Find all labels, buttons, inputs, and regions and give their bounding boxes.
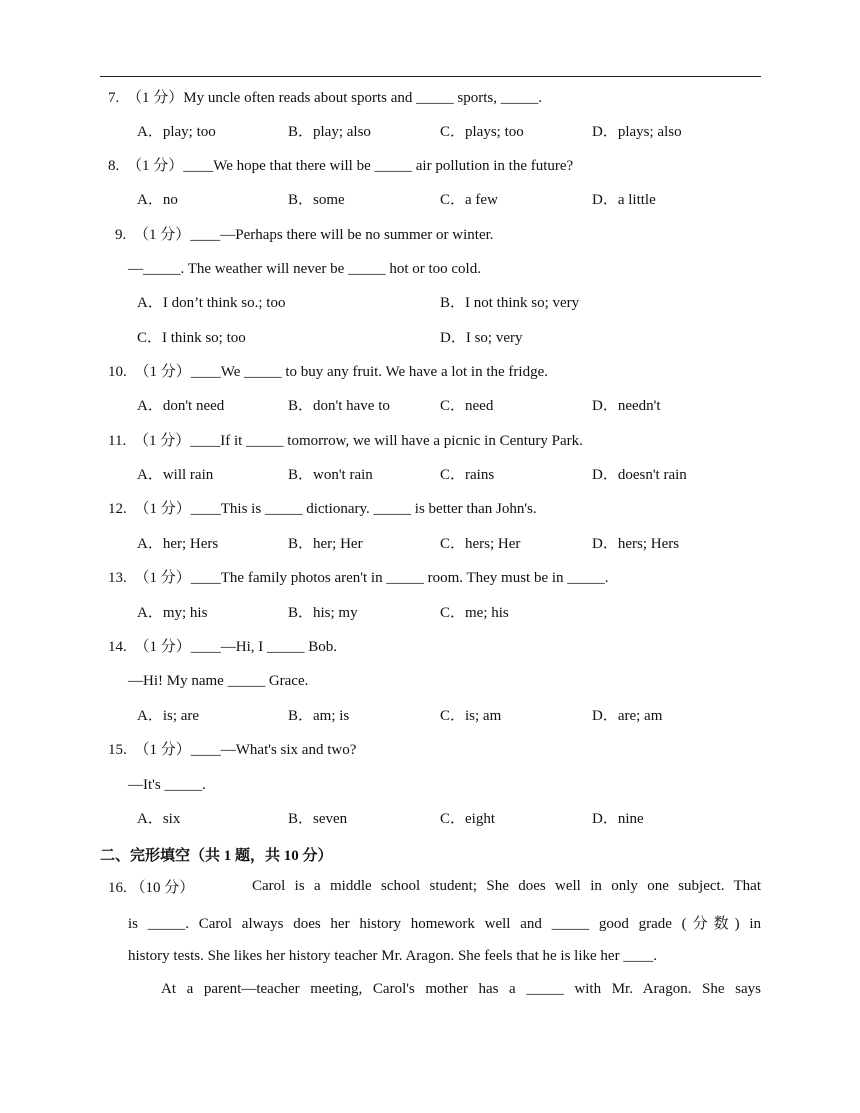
question-number: 13. [108,570,127,586]
option-a: A．is; are [137,708,200,724]
option-b: B．his; my [288,605,358,621]
question-score: （1 分） [134,227,191,243]
question-number: 15. [108,742,127,758]
option-c: C．is; am [440,708,502,724]
question-number: 10. [108,364,127,380]
option-a: A．her; Hers [137,536,219,552]
option-d: D．I so; very [440,330,523,346]
question-score: （1 分） [134,639,191,655]
header-rule [100,76,761,77]
option-d: D．hers; Hers [592,536,680,552]
option-c: C．hers; Her [440,536,521,552]
question-7-stem [108,88,542,108]
question-15-stem-line2: —It's _____. [128,777,206,793]
option-c: C．plays; too [440,124,524,140]
option-a: A．play; too [137,124,216,140]
question-text: ____We _____ to buy any fruit. We have a lot in the fridge. [190,364,548,380]
option-a: A．my; his [137,605,208,621]
option-b: B．don't have to [288,398,390,414]
question-score: （1 分） [127,90,184,106]
option-b: B．am; is [288,708,350,724]
question-8-stem [108,156,573,176]
question-score: （1 分） [127,158,184,174]
question-score: （1 分） [134,570,191,586]
passage-line-4: At a parent—teacher meeting, Carol's mother has a _____ with Mr. Aragon. She says [161,981,761,997]
option-c: C．me; his [440,605,509,621]
question-14-stem [108,637,337,657]
question-score: （1 分） [134,742,191,758]
option-d: D．doesn't rain [592,467,687,483]
option-d: D．nine [592,811,644,827]
option-d: D．are; am [592,708,663,724]
question-text: ____—Hi, I _____ Bob. [190,639,338,655]
question-number: 7. [108,90,120,106]
question-15-stem [108,740,356,760]
question-text: ____If it _____ tomorrow, we will have a picnic in Century Park. [190,433,583,449]
question-score: （10 分） [130,880,195,896]
option-b: B．some [288,192,345,208]
question-number: 14. [108,639,127,655]
option-c: C．eight [440,811,495,827]
option-b: B．seven [288,811,348,827]
passage-line-1: Carol is a middle school student; She does well in only one subject. That [252,878,761,894]
question-number: 16. [108,880,127,896]
question-text: ____—What's six and two? [190,742,357,758]
question-12-stem [108,499,537,519]
option-d: D．a little [592,192,656,208]
option-b: B．play; also [288,124,371,140]
question-text: ____This is _____ dictionary. _____ is better than John's. [190,501,537,517]
option-d: D．plays; also [592,124,682,140]
question-score: （1 分） [133,433,191,449]
question-score: （1 分） [134,364,191,380]
question-13-stem [108,568,609,588]
question-9-stem [115,225,494,245]
question-number: 12. [108,501,127,517]
option-a: A．will rain [137,467,214,483]
option-a: A．six [137,811,181,827]
question-text: ____The family photos aren't in _____ room. They must be in _____. [190,570,609,586]
option-a: A．don't need [137,398,225,414]
question-number: 9. [115,227,127,243]
question-14-stem-line2: —Hi! My name _____ Grace. [128,673,309,689]
passage-line-3: history tests. She likes her history teacher Mr. Aragon. She feels that he is like her ____. [128,948,658,964]
option-a: A．I don’t think so.; too [137,295,286,311]
section-heading: 二、完形填空（共 1 题，共 10 分） [100,848,333,864]
option-c: C．need [440,398,494,414]
question-score: （1 分） [134,501,191,517]
option-b: B．won't rain [288,467,373,483]
question-text: ____—Perhaps there will be no summer or winter. [190,227,494,243]
option-b: B．her; Her [288,536,363,552]
question-10-stem [108,362,548,382]
question-text: My uncle often reads about sports and _____ sports, _____. [183,90,542,106]
question-11-stem [108,431,583,451]
option-d: D．needn't [592,398,661,414]
option-a: A．no [137,192,178,208]
option-c: C．rains [440,467,495,483]
question-number: 11. [108,433,127,449]
question-16-number [108,878,194,898]
question-number: 8. [108,158,120,174]
option-b: B．I not think so; very [440,295,580,311]
passage-line-2: is _____. Carol always does her history homework well and _____ good grade (分数) in [128,916,761,932]
option-c: C．a few [440,192,498,208]
question-9-stem-line2: —_____. The weather will never be _____ hot or too cold. [128,261,481,277]
question-text: ____We hope that there will be _____ air pollution in the future? [183,158,574,174]
option-c: C．I think so; too [137,330,246,346]
